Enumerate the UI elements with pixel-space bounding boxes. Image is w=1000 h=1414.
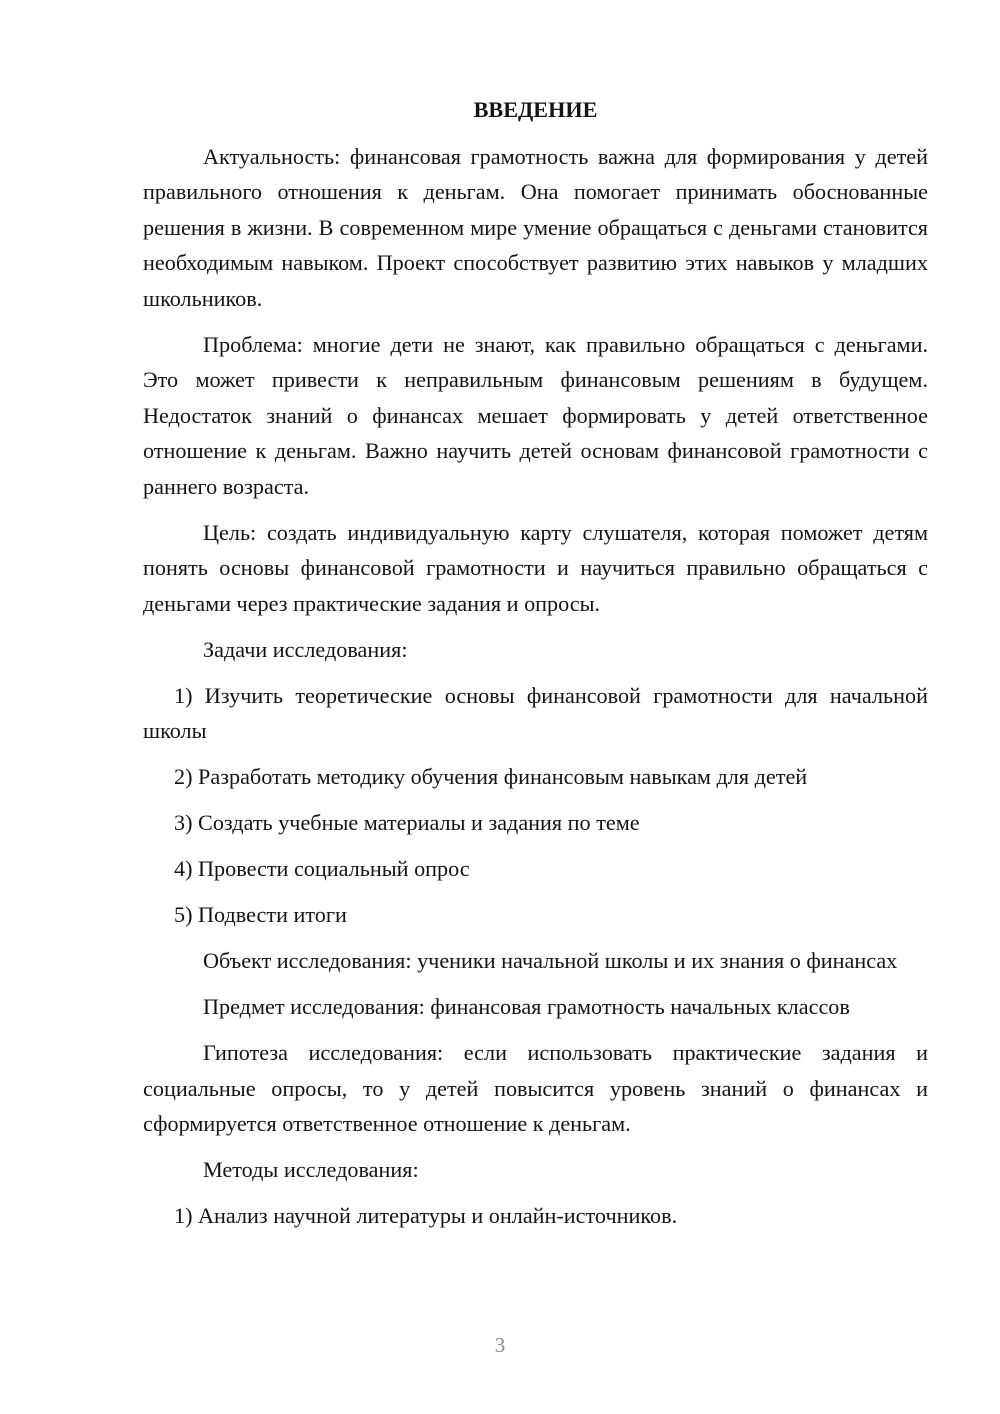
task-item-2: 2) Разработать методику обучения финансовым навыкам для детей — [174, 764, 808, 789]
methods-heading: Методы исследования: — [203, 1157, 419, 1182]
task-item-5: 5) Подвести итоги — [174, 902, 347, 927]
method-item-1: 1) Анализ научной литературы и онлайн-источников. — [174, 1203, 678, 1228]
hypothesis-paragraph: Гипотеза исследования: если использовать практические задания и социальные опросы, то у детей повысится уровень знаний о финансах и сформируется ответственное отношение к деньгам. — [143, 1040, 928, 1136]
document-body — [143, 92, 928, 1244]
page-number: 3 — [494, 1333, 506, 1357]
task-item-4: 4) Провести социальный опрос — [174, 856, 470, 881]
subject-paragraph: Предмет исследования: финансовая грамотность начальных классов — [203, 994, 850, 1019]
problem-paragraph: Проблема: многие дети не знают, как правильно обращаться с деньгами. Это может привести к неправильным финансовым решениям в будущем. Недостаток знаний о финансах мешает формировать у детей ответственное отношение к деньгам. Важно научить детей основам финансовой грамотности с раннего возраста. — [143, 331, 928, 499]
relevance-paragraph: Актуальность: финансовая грамотность важна для формирования у детей правильного отношения к деньгам. Она помогает принимать обоснованные решения в жизни. В современном мире умение обращаться с деньгами становится необходимым навыком. Проект способствует развитию этих навыков у младших школьников. — [143, 143, 928, 311]
goal-paragraph: Цель: создать индивидуальную карту слушателя, которая поможет детям понять основы финансовой грамотности и научиться правильно обращаться с деньгами через практические задания и опросы. — [143, 519, 928, 616]
task-item-3: 3) Создать учебные материалы и задания по теме — [174, 810, 640, 835]
tasks-heading: Задачи исследования: — [203, 636, 408, 662]
task-item-1: 1) Изучить теоретические основы финансовой грамотности для начальной школы — [143, 682, 928, 743]
section-title: ВВЕДЕНИЕ — [473, 97, 598, 122]
object-paragraph: Объект исследования: ученики начальной школы и их знания о финансах — [203, 948, 898, 973]
